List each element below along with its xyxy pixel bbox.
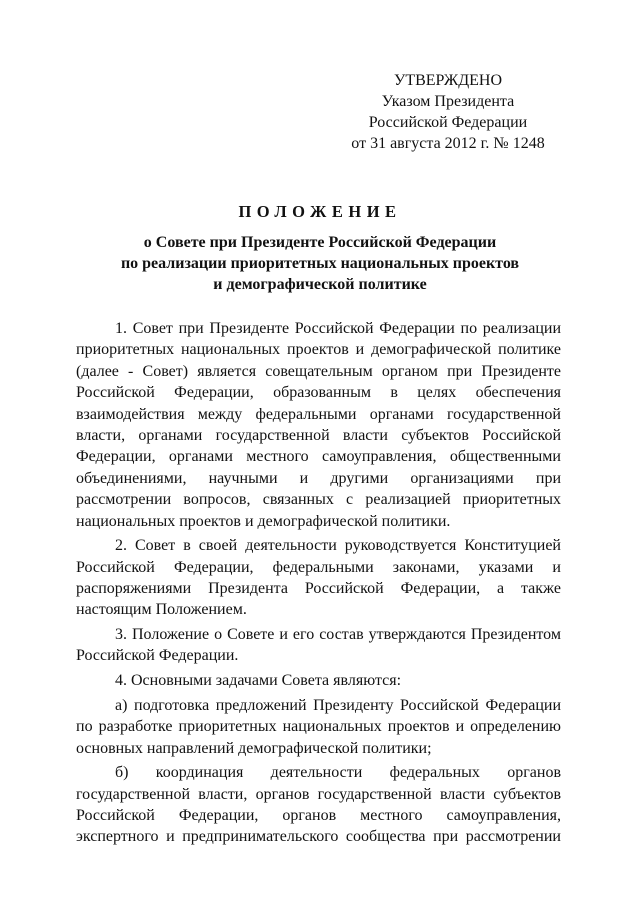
paragraph-line: рассмотрении вопросов, связанных с реализацией приоритетных: [76, 491, 561, 509]
paragraph-line: Федерации, органами местного самоуправления, общественными: [76, 448, 561, 466]
paragraph-line: власти, органами государственной власти субъектов Российской: [76, 426, 561, 444]
paragraph-line: б) координация деятельности федеральных органов: [115, 764, 561, 782]
paragraph-line: основных направлений демографической политики;: [76, 739, 432, 757]
paragraph-line: государственной власти, органов государственной власти субъектов: [76, 785, 561, 803]
paragraph: [76, 318, 561, 532]
paragraph: [76, 670, 561, 691]
paragraph-line: 2. Совет в своей деятельности руководствуется Конституцией: [115, 537, 561, 555]
paragraph-line: Российской Федерации, федеральными законами, указами и: [76, 558, 561, 576]
paragraph: [76, 624, 561, 667]
paragraph-line: 1. Совет при Президенте Российской Федерации по реализации: [115, 320, 561, 337]
document-subtitle: [0, 232, 640, 295]
paragraph-line: объединениями, научными и другими организациями при: [76, 469, 561, 487]
paragraph-line: 3. Положение о Совете и его состав утверждаются Президентом: [115, 626, 561, 644]
subtitle-line: по реализации приоритетных национальных проектов: [120, 255, 520, 272]
paragraph-line: экспертного и предпринимательского сообщества при рассмотрении: [76, 828, 561, 846]
paragraph-line: Российской Федерации.: [76, 647, 239, 665]
paragraph-line: настоящим Положением.: [76, 601, 247, 619]
paragraph-line: распоряжениями Президента Российской Федерации, а также: [76, 579, 561, 597]
approval-stamp-block: [318, 70, 578, 154]
paragraph: [76, 535, 561, 621]
paragraph-line: 4. Основными задачами Совета являются:: [115, 672, 402, 690]
paragraph-line: а) подготовка предложений Президенту Российской Федерации: [115, 696, 561, 714]
paragraph-line: (далее - Совет) является совещательным органом при Президенте: [76, 362, 561, 380]
document-body: [76, 318, 561, 851]
paragraph-line: по разработке приоритетных национальных проектов и определению: [76, 718, 561, 736]
subtitle-line: и демографической политике: [213, 276, 427, 293]
approval-country-line: Российской Федерации: [368, 114, 528, 131]
subtitle-line: о Совете при Президенте Российской Федерации: [143, 234, 497, 251]
paragraph: [76, 762, 561, 848]
paragraph-line: взаимодействия между федеральными органами государственной: [76, 405, 561, 423]
approval-decree-line: Указом Президента: [381, 93, 515, 110]
paragraph-line: Российской Федерации, органов местного самоуправления,: [76, 807, 561, 825]
paragraph-line: приоритетных национальных проектов и демографической политике: [76, 341, 561, 359]
approval-date-line: от 31 августа 2012 г. № 1248: [351, 135, 545, 152]
paragraph: [76, 695, 561, 759]
paragraph-line: Российской Федерации, образованным в целях обеспечения: [76, 384, 561, 402]
approval-heading: УТВЕРЖДЕНО: [393, 72, 502, 89]
document-title: ПОЛОЖЕНИЕ: [238, 202, 402, 221]
paragraph-line: национальных проектов и демографической политики.: [76, 512, 451, 530]
